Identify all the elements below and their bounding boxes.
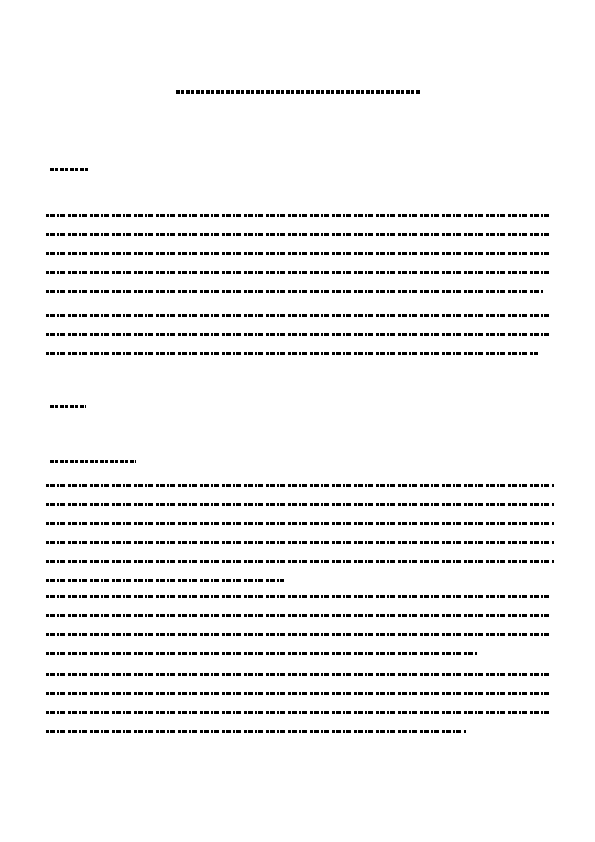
text-line	[46, 214, 552, 217]
section-1-paragraph-1	[46, 214, 556, 309]
text-line	[46, 271, 552, 274]
section-2-paragraph-3	[46, 673, 556, 749]
text-line	[46, 290, 544, 293]
text-line	[46, 560, 554, 563]
text-line	[46, 614, 552, 617]
text-line	[46, 692, 552, 695]
section-heading-2-text	[50, 405, 86, 408]
text-line	[46, 711, 552, 714]
section-1-paragraph-2	[46, 314, 556, 371]
text-line	[46, 314, 550, 317]
text-line	[46, 595, 552, 598]
text-line	[46, 673, 552, 676]
subsection-heading-text	[50, 460, 136, 463]
section-heading-1	[50, 168, 90, 171]
section-2-paragraph-2	[46, 595, 556, 671]
text-line	[46, 252, 552, 255]
section-heading-1-text	[50, 168, 90, 171]
text-line	[46, 541, 554, 544]
text-line	[46, 352, 538, 355]
section-heading-2	[50, 405, 86, 408]
title-text-block	[176, 90, 420, 94]
text-line	[46, 503, 554, 506]
text-line	[46, 333, 552, 336]
text-line	[46, 233, 552, 236]
text-line	[46, 484, 554, 487]
subsection-heading	[50, 460, 136, 463]
text-line	[46, 633, 552, 636]
text-line	[46, 579, 284, 582]
section-2-paragraph-1	[46, 484, 556, 598]
text-line	[46, 652, 478, 655]
document-title	[0, 90, 595, 94]
text-line	[46, 730, 466, 733]
text-line	[46, 522, 554, 525]
